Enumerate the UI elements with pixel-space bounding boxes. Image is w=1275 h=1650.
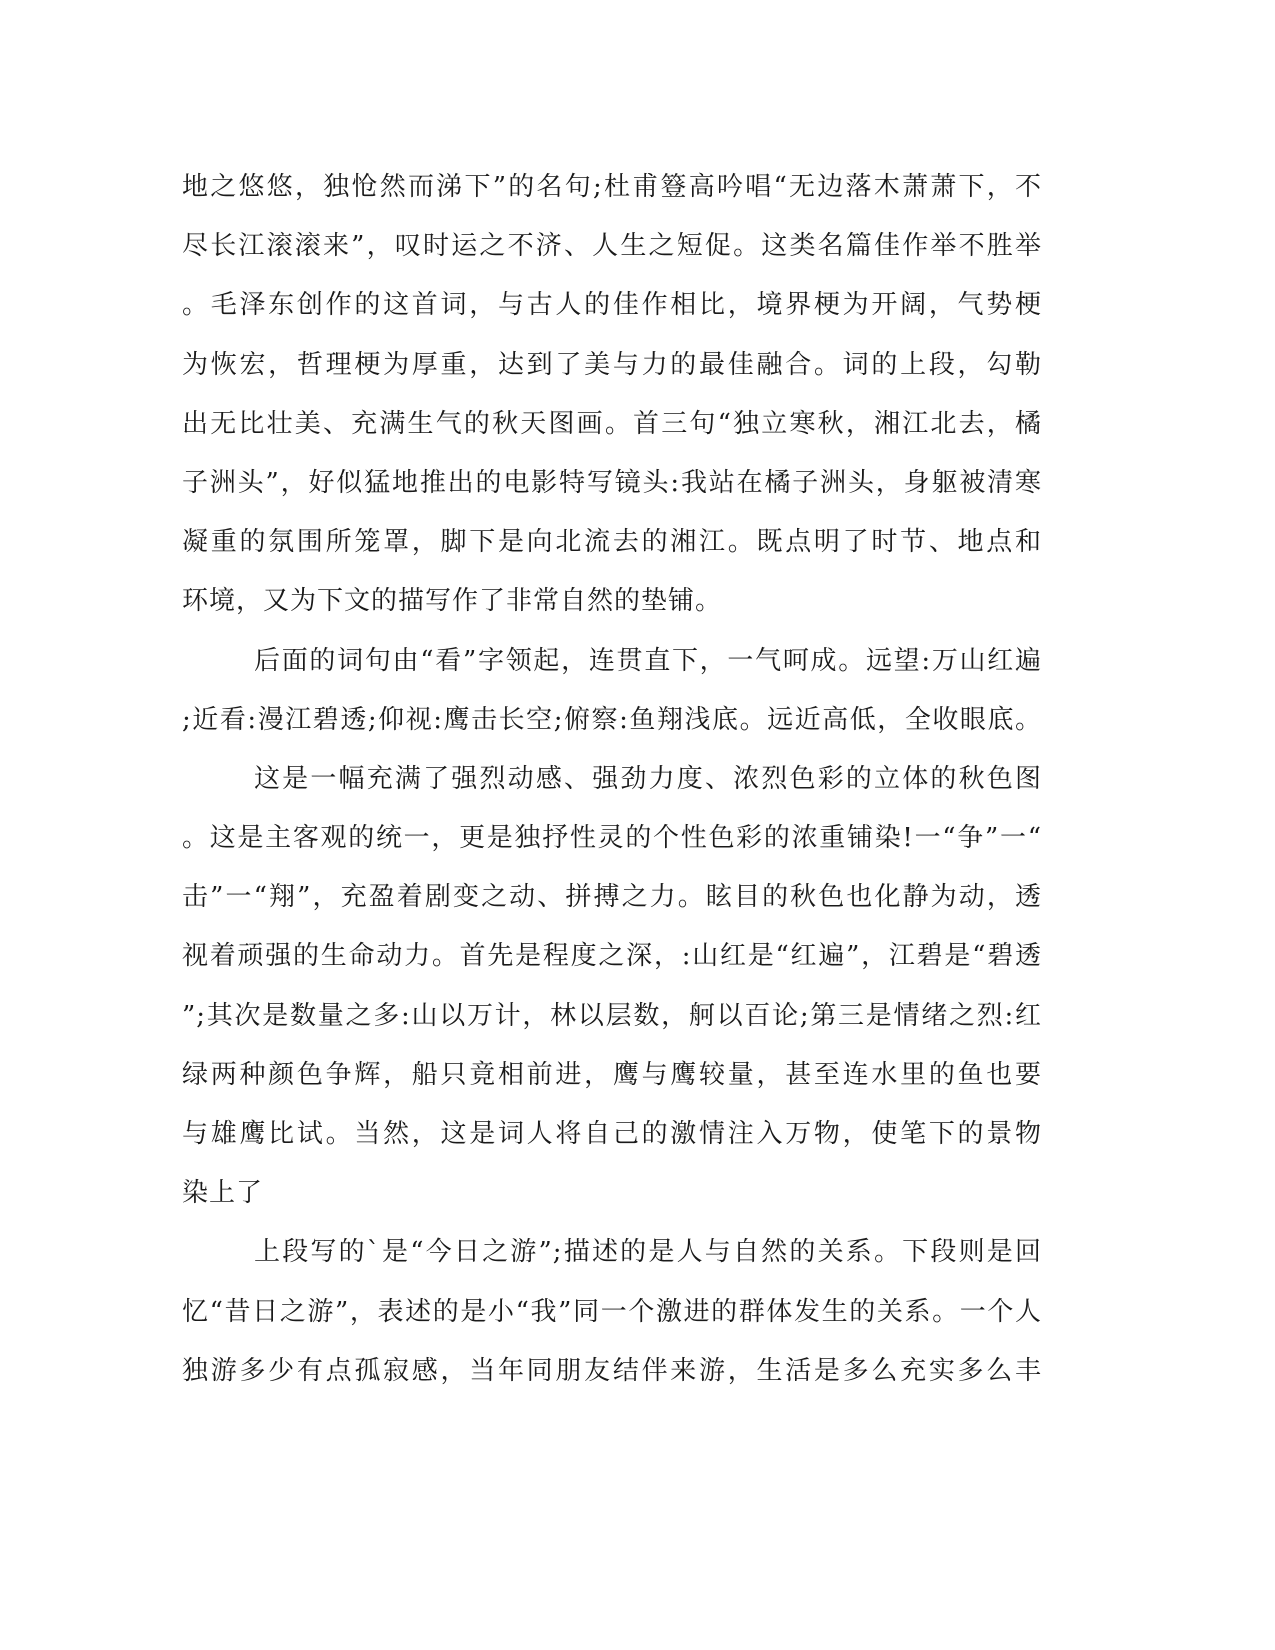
body-text xyxy=(182,158,1042,1401)
text-line: 尽长江滚滚来”，叹时运之不济、人生之短促。这类名篇佳作举不胜举 xyxy=(182,231,1042,262)
text-line: 出无比壮美、充满生气的秋天图画。首三句“独立寒秋，湘江北去，橘 xyxy=(182,408,1042,439)
text-line: 染上了 xyxy=(182,1178,264,1209)
text-line: 与雄鹰比试。当然，这是词人将自己的激情注入万物，使笔下的景物 xyxy=(182,1119,1042,1149)
text-line: 忆“昔日之游”，表述的是小“我”同一个激进的群体发生的关系。一个人 xyxy=(182,1296,1042,1327)
paragraph-first-line: 这是一幅充满了强烈动感、强劲力度、浓烈色彩的立体的秋色图 xyxy=(254,763,1042,794)
text-line: 。毛泽东创作的这首词，与古人的佳作相比，境界梗为开阔，气势梗 xyxy=(182,290,1042,321)
text-line: 子洲头”，好似猛地推出的电影特写镜头:我站在橘子洲头，身躯被清寒 xyxy=(182,467,1042,498)
text-line: 视着顽强的生命动力。首先是程度之深，:山红是“红遍”，江碧是“碧透 xyxy=(182,941,1042,972)
paragraph-first-line: 上段写的`是“今日之游”;描述的是人与自然的关系。下段则是回 xyxy=(254,1237,1042,1268)
text-line: 独游多少有点孤寂感，当年同朋友结伴来游，生活是多么充实多么丰 xyxy=(182,1355,1042,1386)
text-line: 。这是主客观的统一，更是独抒性灵的个性色彩的浓重铺染!一“争”一“ xyxy=(182,823,1042,854)
text-line: ;近看:漫江碧透;仰视:鹰击长空;俯察:鱼翔浅底。远近高低，全收眼底。 xyxy=(182,704,1042,735)
text-line: 地之悠悠，独怆然而涕下”的名句;杜甫簦高吟唱“无边落木萧萧下，不 xyxy=(182,172,1042,202)
paragraph-first-line: 后面的词句由“看”字领起，连贯直下，一气呵成。远望:万山红遍 xyxy=(254,645,1042,676)
text-line: 击”一“翔”，充盈着剧变之动、拼搏之力。眩目的秋色也化静为动，透 xyxy=(182,882,1042,913)
text-line: 为恢宏，哲理梗为厚重，达到了美与力的最佳融合。词的上段，勾勒 xyxy=(182,349,1042,380)
text-line: 凝重的氛围所笼罩，脚下是向北流去的湘江。既点明了时节、地点和 xyxy=(182,527,1042,558)
text-line: 环境，又为下文的描写作了非常自然的垫铺。 xyxy=(182,586,723,617)
text-line: 绿两种颜色争辉，船只竟相前进，鹰与鹰较量，甚至连水里的鱼也要 xyxy=(182,1059,1042,1090)
text-line: ”;其次是数量之多:山以万计，林以层数，舸以百论;第三是情绪之烈:红 xyxy=(182,1000,1042,1031)
